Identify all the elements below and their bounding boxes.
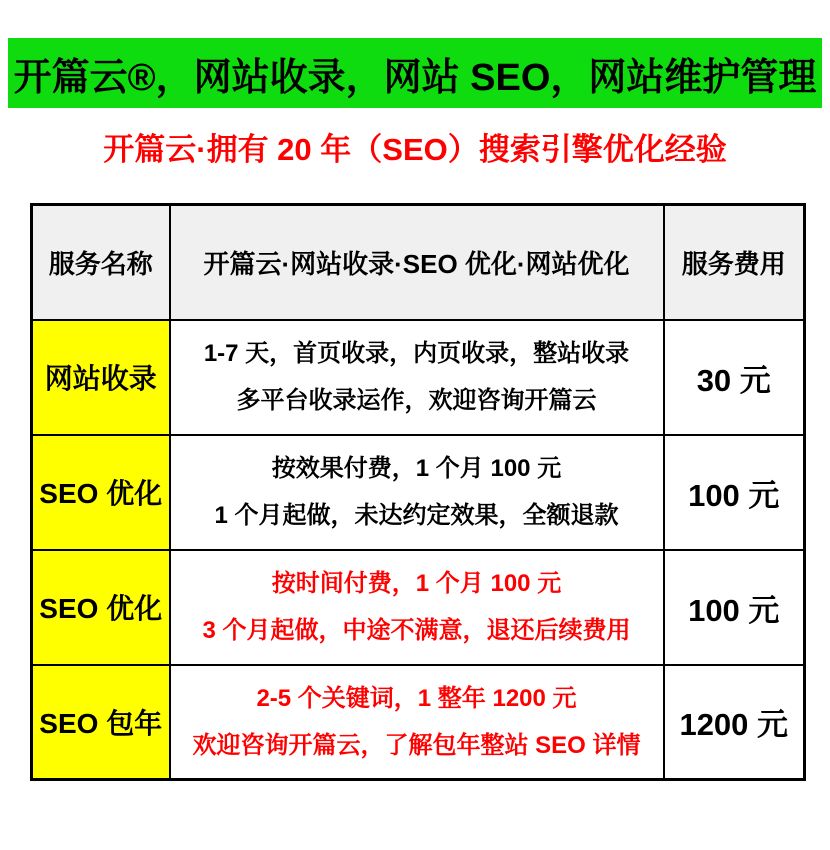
service-price-cell: 30 元: [664, 320, 805, 435]
desc-line-1: 按效果付费，1 个月 100 元: [271, 455, 562, 482]
service-desc-cell: [170, 320, 664, 435]
service-desc-cell: [170, 435, 664, 550]
table-row-site-inclusion: [32, 320, 805, 435]
desc-line-2: 3 个月起做，中途不满意，退还后续费用: [202, 617, 631, 644]
desc-line-2: 1 个月起做，未达约定效果，全额退款: [214, 502, 619, 529]
title-banner: 开篇云®，网站收录，网站 SEO，网站维护管理: [8, 38, 822, 108]
service-desc-cell: [170, 550, 664, 665]
table-row-seo-effect: [32, 435, 805, 550]
service-price-cell: 100 元: [664, 550, 805, 665]
table-header-row: [32, 205, 805, 320]
desc-line-1: 1-7 天，首页收录，内页收录，整站收录: [203, 340, 630, 367]
desc-line-1: 2-5 个关键词，1 整年 1200 元: [256, 684, 577, 712]
desc-line-2: 多平台收录运作，欢迎咨询开篇云: [236, 387, 597, 414]
desc-line-2: 欢迎咨询开篇云，了解包年整站 SEO 详情: [192, 731, 641, 759]
header-service-description: 开篇云·网站收录·SEO 优化·网站优化: [170, 205, 664, 320]
experience-subtitle: 开篇云·拥有 20 年（SEO）搜索引擎优化经验: [103, 131, 727, 167]
service-name-cell: 网站收录: [32, 320, 170, 435]
service-desc-cell: [170, 665, 664, 780]
header-service-fee: 服务费用: [664, 205, 805, 320]
table-row-seo-annual: [32, 665, 805, 780]
service-name-cell: SEO 包年: [32, 665, 170, 780]
table-row-seo-time: [32, 550, 805, 665]
header-service-name: 服务名称: [32, 205, 170, 320]
pricing-table: [30, 203, 806, 781]
service-name-cell: SEO 优化: [32, 550, 170, 665]
service-price-cell: 100 元: [664, 435, 805, 550]
service-name-cell: SEO 优化: [32, 435, 170, 550]
service-price-cell: 1200 元: [664, 665, 805, 780]
desc-line-1: 按时间付费，1 个月 100 元: [271, 570, 562, 597]
